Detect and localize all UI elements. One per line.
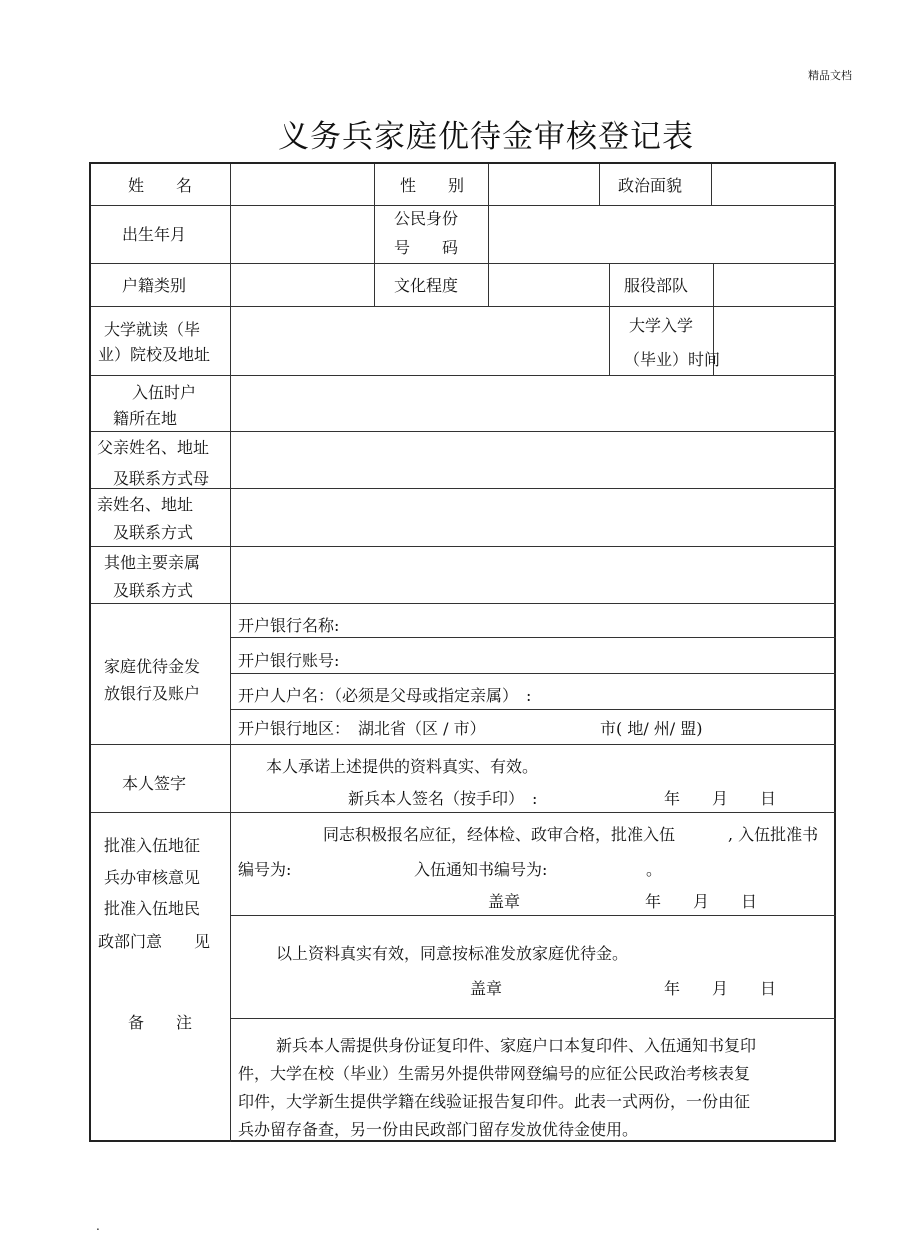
civil-affairs-text: 以上资料真实有效，同意按标准发放家庭优待金。 [276, 944, 629, 963]
signature-label: 本人签字 [122, 774, 187, 793]
signature-line: 新兵本人签名（按手印） : [348, 789, 538, 808]
enrollment-label-line1: 大学入学 [629, 316, 694, 335]
father-label-line1: 父亲姓名、地址 [97, 438, 210, 457]
signature-statement: 本人承诺上述提供的资料真实、有效。 [266, 757, 539, 776]
relatives-label-line1: 其他主要亲属 [104, 553, 201, 572]
approval-text-end: , 入伍批准书 [728, 825, 819, 844]
civil-affairs-label-line2: 政部门意 见 [98, 932, 211, 951]
gender-label: 性 别 [400, 176, 465, 195]
footer-mark: . [96, 1219, 100, 1233]
bank-account-field: 开户银行账号: [238, 651, 340, 670]
remarks-line4: 兵办留存备查，另一份由民政部门留存发放优待金使用。 [238, 1120, 639, 1139]
enlist-household-label-line1: 入伍时户 [132, 383, 197, 402]
service-unit-label: 服役部队 [624, 276, 689, 295]
mother-label-line2: 及联系方式 [113, 523, 194, 542]
approval-label-line1: 批准入伍地征 [104, 836, 201, 855]
approval-number-label: 编号为: [238, 860, 292, 879]
mother-label-line1: 亲姓名、地址 [97, 495, 194, 514]
enlist-household-label-line2: 籍所在地 [113, 409, 178, 428]
id-number-label-line2: 号 码 [394, 238, 459, 257]
approval-seal: 盖章 [488, 892, 521, 911]
bank-region-city: 市( 地/ 州/ 盟) [600, 719, 703, 738]
remarks-line2: 件，大学在校（毕业）生需另外提供带网登编号的应征公民政治考核表复 [238, 1064, 751, 1083]
bank-label-line2: 放银行及账户 [104, 684, 201, 703]
enrollment-label-line2: （毕业）时间 [624, 350, 721, 369]
civil-affairs-label-line1: 批准入伍地民 [104, 899, 201, 918]
household-type-label: 户籍类别 [122, 276, 187, 295]
approval-period: 。 [646, 860, 663, 879]
bank-holder-field: 开户人户名：（必须是父母或指定亲属） : [238, 686, 532, 705]
bank-label-line1: 家庭优待金发 [104, 657, 201, 676]
approval-date: 年 月 日 [645, 892, 758, 911]
father-label-line2: 及联系方式母 [113, 469, 210, 488]
name-label: 姓 名 [128, 176, 193, 195]
university-label-line1: 大学就读（毕 [104, 320, 201, 339]
signature-date: 年 月 日 [664, 789, 777, 808]
civil-affairs-date: 年 月 日 [664, 979, 777, 998]
political-status-label: 政治面貌 [618, 176, 683, 195]
corner-label: 精品文档 [808, 69, 852, 82]
remarks-label: 备 注 [128, 1013, 193, 1032]
remarks-line1: 新兵本人需提供身份证复印件、家庭户口本复印件、入伍通知书复印 [276, 1036, 757, 1055]
birth-date-label: 出生年月 [122, 225, 187, 244]
approval-text: 同志积极报名应征，经体检、政审合格，批准入伍 [323, 825, 676, 844]
education-label: 文化程度 [394, 276, 459, 295]
id-number-label-line1: 公民身份 [394, 209, 459, 228]
bank-name-field: 开户银行名称: [238, 616, 340, 635]
page-title: 义务兵家庭优待金审核登记表 [278, 119, 694, 155]
relatives-label-line2: 及联系方式 [113, 581, 194, 600]
remarks-line3: 印件，大学新生提供学籍在线验证报告复印件。此表一式两份，一份由征 [238, 1092, 751, 1111]
approval-label-line2: 兵办审核意见 [104, 868, 201, 887]
civil-affairs-seal: 盖章 [470, 979, 503, 998]
notice-number-label: 入伍通知书编号为: [414, 860, 548, 879]
university-label-line2: 业）院校及地址 [98, 345, 211, 364]
bank-region-field: 开户银行地区： 湖北省（区 / 市） [238, 719, 486, 738]
